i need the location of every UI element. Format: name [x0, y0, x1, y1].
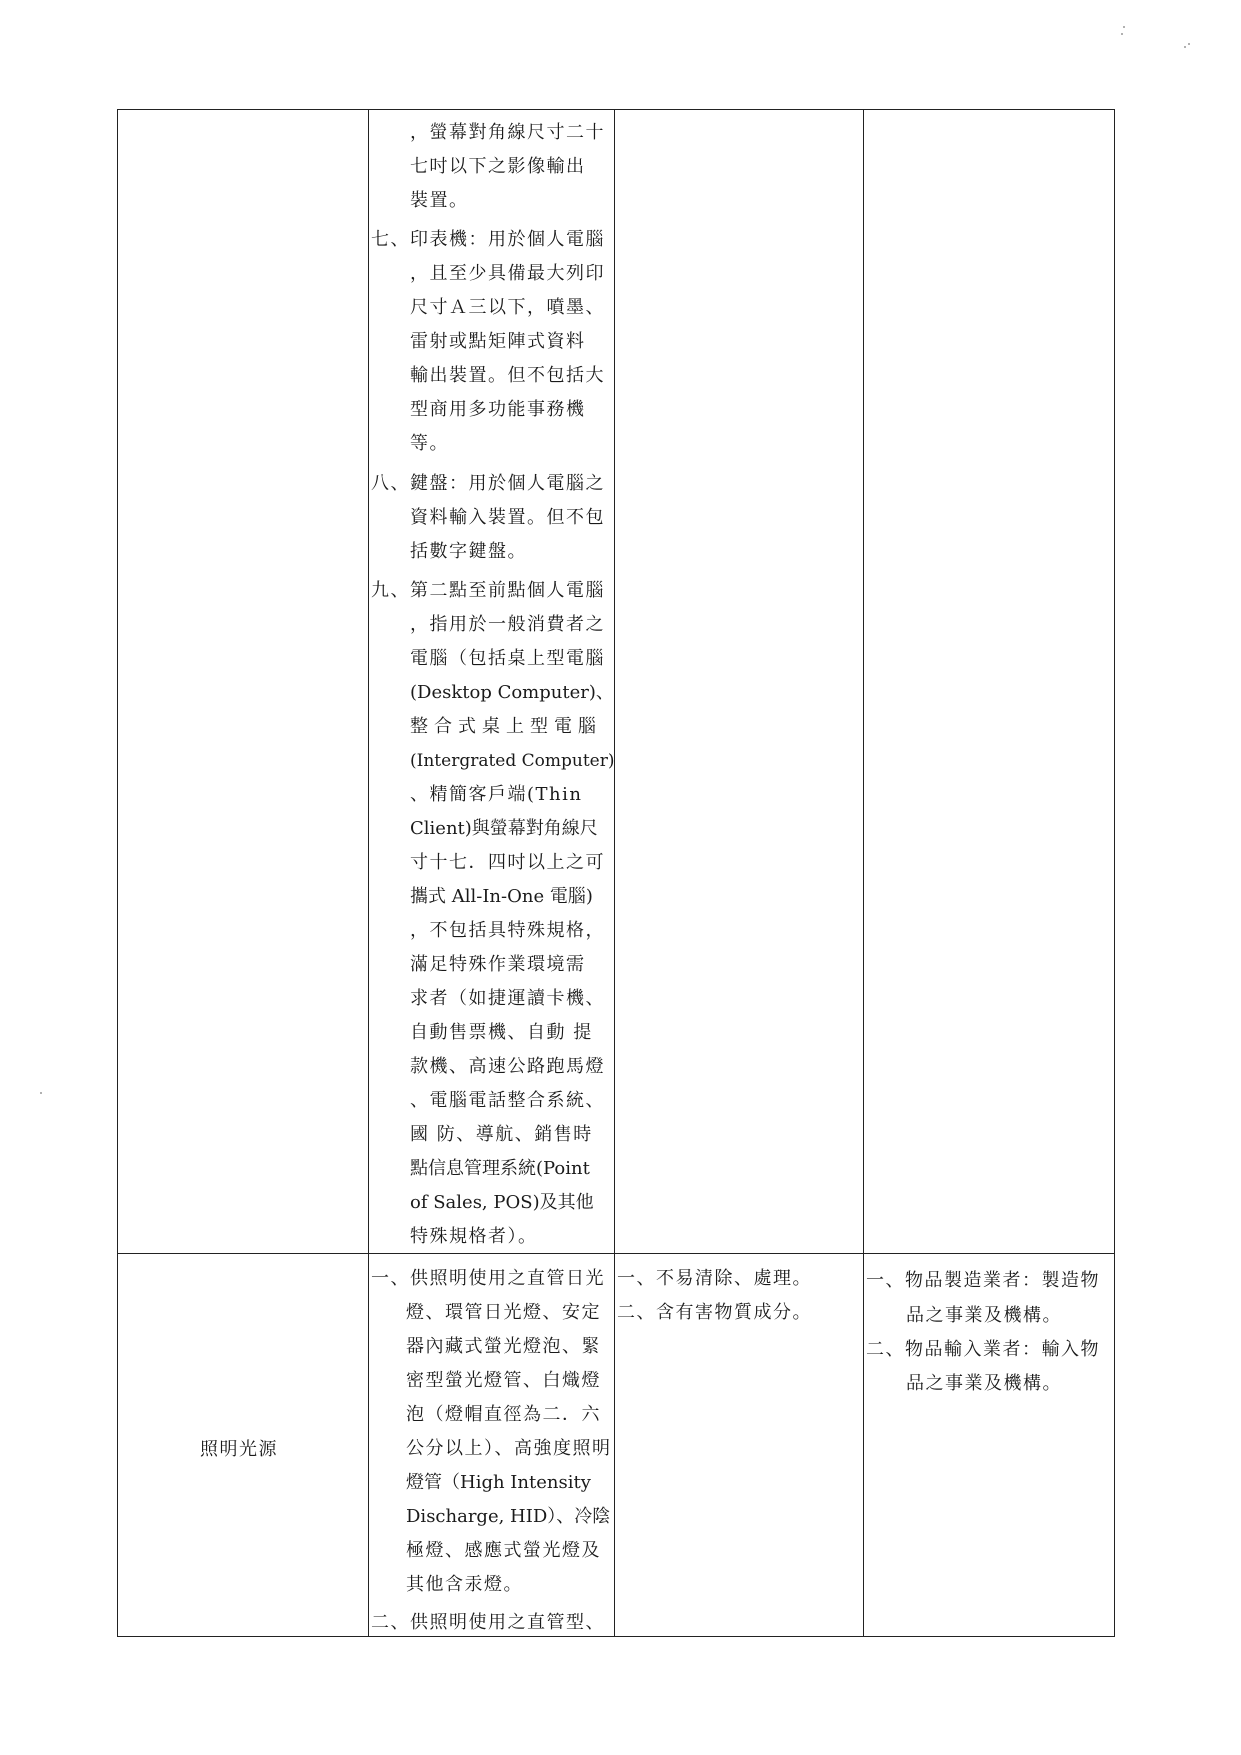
text-line: 輸出裝置。但不包括大 [410, 365, 605, 386]
table-top-border [117, 109, 1115, 110]
text-line: 其他含汞燈。 [406, 1574, 523, 1595]
text-line: 七、印表機：用於個人電腦 [371, 229, 605, 250]
text-line: 求者（如捷運讀卡機、 [410, 988, 605, 1009]
column-divider-2 [614, 109, 615, 1637]
text-line: 、精簡客戶端(Thin [410, 784, 583, 805]
text-line: 品之事業及機構。 [906, 1305, 1062, 1326]
table-left-border [117, 109, 118, 1637]
text-line: 裝置。 [410, 190, 469, 211]
row-divider [117, 1253, 1115, 1254]
row2-category-cell: 照明光源 [200, 1439, 278, 1460]
text-line: 等。 [410, 433, 449, 454]
text-line: 密型螢光燈管、白熾燈 [406, 1370, 601, 1391]
text-line: 品之事業及機構。 [906, 1373, 1062, 1394]
text-line: 資料輸入裝置。但不包 [410, 507, 605, 528]
text-line: 國 防、導航、銷售時 [410, 1124, 593, 1145]
text-line: Discharge, HID）、冷陰 [406, 1506, 611, 1527]
text-line: 一、供照明使用之直管日光 [371, 1268, 605, 1289]
scan-speck [1123, 26, 1125, 28]
text-line: Client)與螢幕對角線尺 [410, 818, 598, 839]
text-line: 二、物品輸入業者：輸入物 [866, 1339, 1100, 1360]
text-line: 一、不易清除、處理。 [617, 1268, 812, 1289]
text-line: 特殊規格者）。 [410, 1226, 538, 1247]
scan-speck [40, 1092, 42, 1094]
text-line: 電腦（包括桌上型電腦 [410, 648, 605, 669]
text-line: 、電腦電話整合系統、 [410, 1090, 605, 1111]
column-divider-3 [863, 109, 864, 1637]
text-line: 自動售票機、自動 提 [410, 1022, 593, 1043]
scan-speck [1188, 43, 1190, 45]
text-line: 滿足特殊作業環境需 [410, 954, 586, 975]
text-line: 整合式桌上型電腦 [410, 716, 602, 737]
text-line: 器內藏式螢光燈泡、緊 [406, 1336, 601, 1357]
text-line: 點信息管理系統(Point [410, 1158, 590, 1179]
text-line: 九、第二點至前點個人電腦 [371, 580, 605, 601]
text-line: 極燈、感應式螢光燈及 [406, 1540, 601, 1561]
text-line: (Intergrated Computer) [410, 751, 615, 771]
text-line: 括數字鍵盤。 [410, 541, 527, 562]
table-bottom-border [117, 1636, 1115, 1637]
text-line: ，螢幕對角線尺寸二十 [410, 122, 605, 143]
text-line: 一、物品製造業者：製造物 [866, 1270, 1100, 1291]
text-line: 二、供照明使用之直管型、 [371, 1612, 605, 1633]
text-line: 型商用多功能事務機 [410, 399, 586, 420]
text-line: (Desktop Computer)、 [410, 682, 614, 703]
text-line: 攜式 All-In-One 電腦) [410, 886, 593, 907]
text-line: 雷射或點矩陣式資料 [410, 331, 586, 352]
text-line: ，指用於一般消費者之 [410, 614, 605, 635]
text-line: 款機、高速公路跑馬燈 [410, 1056, 605, 1077]
text-line: 尺寸Ａ三以下，噴墨、 [410, 297, 605, 318]
text-line: 寸十七．四吋以上之可 [410, 852, 605, 873]
text-line: 燈、環管日光燈、安定 [406, 1302, 601, 1323]
column-divider-1 [368, 109, 369, 1637]
text-line: 燈管（High Intensity [406, 1472, 591, 1493]
text-line: 公分以上）、高強度照明 [406, 1438, 612, 1459]
text-line: ，不包括具特殊規格， [410, 920, 605, 941]
table-right-border [1114, 109, 1115, 1637]
scan-speck [1184, 46, 1186, 48]
text-line: 泡（燈帽直徑為二．六 [406, 1404, 601, 1425]
text-line: of Sales, POS)及其他 [410, 1192, 594, 1213]
text-line: ，且至少具備最大列印 [410, 263, 605, 284]
scan-speck [1121, 33, 1123, 35]
text-line: 二、含有害物質成分。 [617, 1302, 812, 1323]
text-line: 七吋以下之影像輸出 [410, 156, 586, 177]
text-line: 八、鍵盤：用於個人電腦之 [371, 473, 605, 494]
